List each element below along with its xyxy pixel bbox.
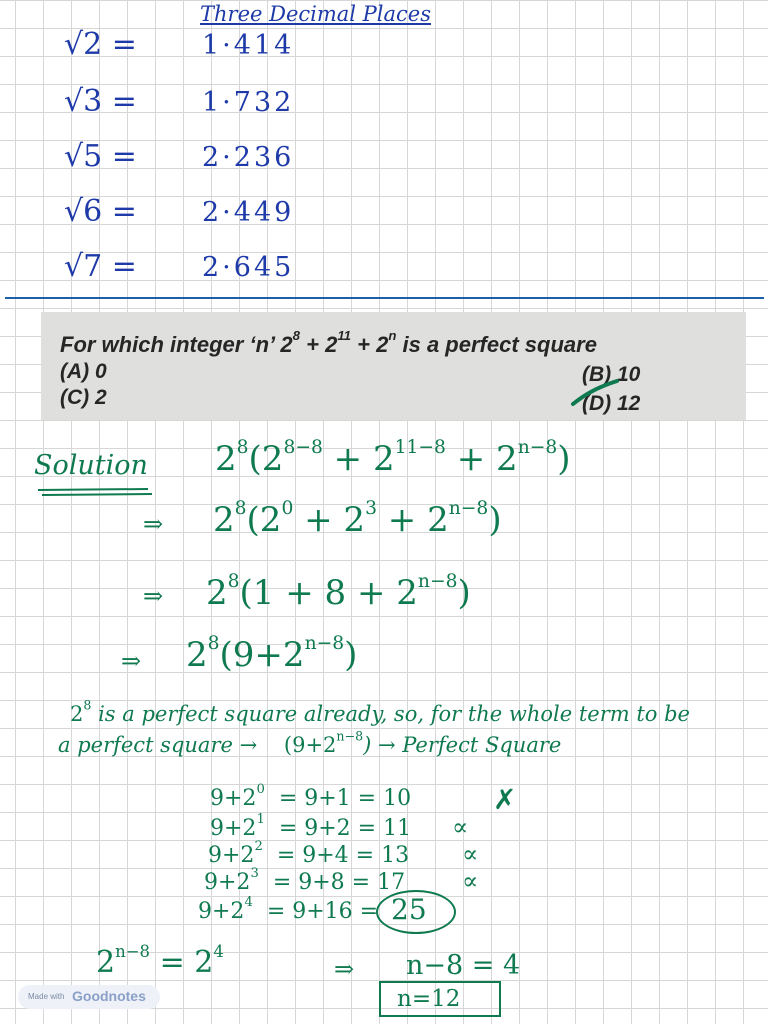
solution-step-4: $2^8(9+2^{n-8})$: [186, 633, 358, 675]
implies-arrow: ⇒: [143, 510, 164, 538]
sqrt-value: 2·449: [202, 197, 295, 228]
circled-value: 25: [391, 893, 427, 926]
sqrt-value: 2·645: [202, 252, 295, 283]
implies-arrow: ⇒: [121, 647, 142, 675]
sqrt-value: 2·236: [202, 142, 295, 173]
trial-row: $9+2^0 = 9+1 = 10$: [210, 782, 412, 811]
explanation-line-1: $2^8$ is a perfect square already, so, for the whole term to be: [70, 697, 690, 726]
solution-step-2: $2^8(2^0 + 2^3 + 2^{n-8})$: [213, 498, 502, 540]
solution-underline: [36, 487, 154, 497]
explanation-line-2: a perfect square → $(9+2^{n-8})$ → Perfect Square: [58, 728, 562, 757]
wrong-mark-icon: ✗: [493, 783, 517, 816]
trial-row: $9+2^3 = 9+8 = 17$: [204, 866, 406, 895]
goodnotes-logo: Goodnotes: [72, 988, 146, 1004]
sqrt-lhs: √5 =: [64, 139, 137, 174]
trial-row: $9+2^4 = 9+16$ =: [198, 895, 379, 924]
conclusion-result: n−8 = 4: [406, 950, 521, 981]
sqrt-row: [64, 138, 364, 178]
wrong-mark-icon: ∝: [462, 840, 479, 868]
trial-row: $9+2^2 = 9+4 = 13$: [208, 839, 410, 868]
question-text: For which integer ‘n’ $2^8 + 2^{11} + 2^n$ is a perfect square: [60, 328, 597, 357]
option-c: (C) 2: [60, 386, 107, 409]
goodnotes-badge: [18, 985, 160, 1009]
sqrt-lhs: √7 =: [64, 249, 137, 284]
solution-label: Solution: [34, 450, 148, 481]
section-divider: [5, 297, 764, 299]
final-answer: n=12: [397, 986, 461, 1012]
implies-arrow: ⇒: [143, 582, 164, 610]
option-a: (A) 0: [60, 360, 107, 383]
option-b: (B) 10: [582, 363, 641, 386]
conclusion-equation: $2^{n-8} = 2^4$: [96, 942, 224, 980]
sqrt-row: [64, 248, 364, 288]
sqrt-lhs: √2 =: [64, 27, 137, 62]
sqrt-row: [64, 26, 364, 66]
sqrt-row: [64, 193, 364, 233]
wrong-mark-icon: ∝: [462, 867, 479, 895]
made-with-label: Made with: [28, 992, 65, 1001]
trial-row: $9+2^1 = 9+2 = 11$: [210, 812, 412, 841]
question-box: [41, 312, 746, 420]
option-d: (D) 12: [582, 392, 641, 415]
sqrt-value: 1·414: [202, 30, 295, 61]
implies-arrow: ⇒: [334, 955, 355, 983]
sqrt-row: [64, 83, 364, 123]
wrong-mark-icon: ∝: [452, 813, 469, 841]
final-answer-box: [379, 981, 501, 1017]
solution-step-3: $2^8(1 + 8 + 2^{n-8})$: [206, 571, 471, 613]
sqrt-lhs: √3 =: [64, 84, 137, 119]
sqrt-value: 1·732: [202, 87, 295, 118]
header-title: Three Decimal Places: [200, 2, 431, 26]
solution-step-1: $2^8(2^{8-8} + 2^{11-8} + 2^{n-8})$: [215, 437, 571, 479]
sqrt-lhs: √6 =: [64, 194, 137, 229]
strike-mark-icon: [569, 378, 621, 408]
